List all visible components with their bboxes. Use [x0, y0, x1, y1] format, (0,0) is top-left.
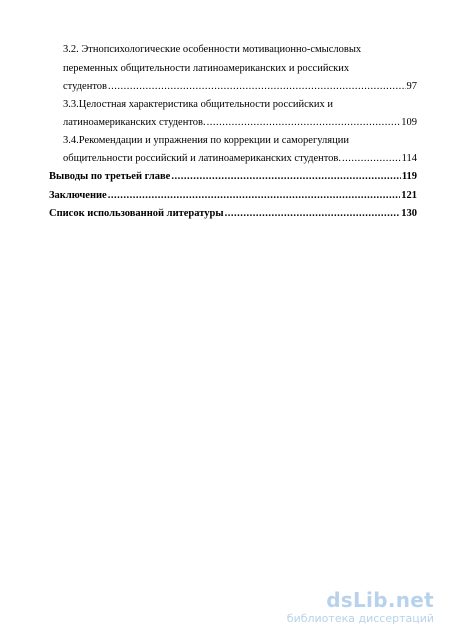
- toc-leader-dots: [225, 207, 401, 220]
- toc-3-3-line-1: 3.3.Целостная характеристика общительности российских и: [63, 99, 333, 110]
- toc-summary-title: Заключение: [49, 190, 107, 201]
- toc-entry-conclusions[interactable]: [49, 170, 417, 183]
- toc-3-2-page: 97: [406, 81, 417, 92]
- toc-references-title: Список использованной литературы: [49, 208, 224, 219]
- toc-3-4-line-2: общительности российский и латиноамериканских студентов.: [63, 153, 342, 164]
- toc-references-page: 130: [401, 208, 417, 219]
- toc-3-2-line-3: студентов: [63, 81, 107, 92]
- watermark-logo: dsLib.net: [326, 588, 434, 612]
- toc-leader-dots: [342, 152, 401, 165]
- toc-3-4-line-1: 3.4.Рекомендации и упражнения по коррекции и саморегуляции: [63, 135, 349, 146]
- toc-leader-dots: [207, 116, 401, 129]
- toc-entry-summary[interactable]: [49, 189, 417, 202]
- toc-3-3-page: 109: [401, 117, 417, 128]
- toc-leader-dots: [108, 80, 406, 93]
- watermark-subtitle: библиотека диссертаций: [286, 612, 434, 625]
- toc-3-4-page: 114: [401, 153, 417, 164]
- watermark: [280, 588, 440, 628]
- toc-conclusions-title: Выводы по третьей главе: [49, 171, 171, 182]
- toc-conclusions-page: 119: [401, 171, 417, 182]
- toc-leader-dots: [108, 189, 401, 202]
- toc-entry-3-4[interactable]: [63, 152, 417, 165]
- toc-entry-3-3[interactable]: [63, 116, 417, 129]
- toc-3-3-line-2: латиноамериканских студентов.: [63, 117, 206, 128]
- toc-3-2-line-2: переменных общительности латиноамериканских и российских: [63, 63, 350, 74]
- toc-leader-dots: [171, 170, 400, 183]
- toc-entry-3-2[interactable]: [63, 80, 417, 93]
- toc-3-2-line-1: 3.2. Этнопсихологические особенности мотивационно-смысловых: [63, 44, 362, 55]
- toc-summary-page: 121: [401, 190, 417, 201]
- toc-entry-references[interactable]: [49, 207, 417, 220]
